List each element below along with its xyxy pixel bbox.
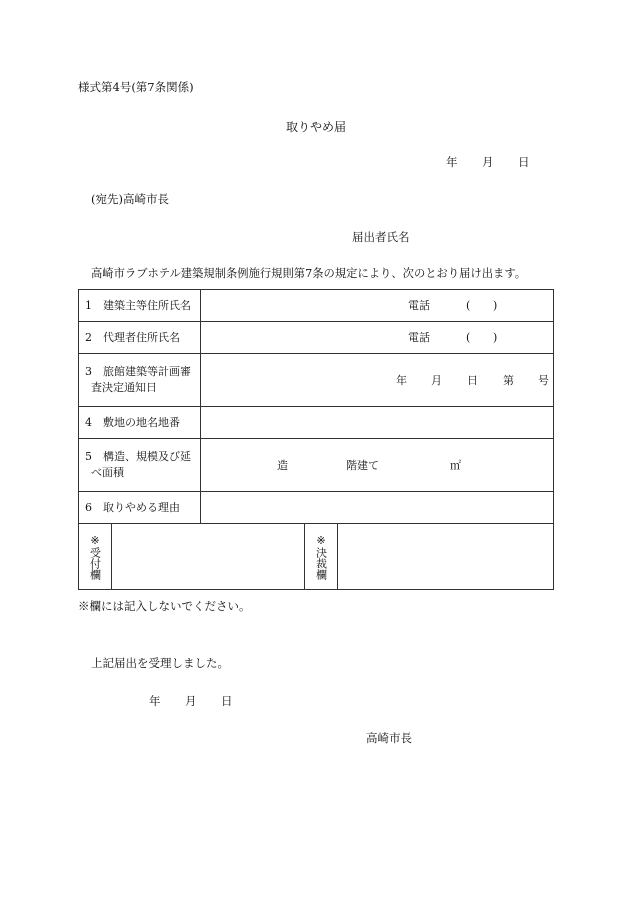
table-row — [79, 290, 554, 322]
receipt-year: 年 — [149, 694, 161, 708]
table-row — [79, 439, 554, 492]
paren-open: ( — [466, 299, 471, 312]
table-row — [79, 322, 554, 354]
application-table — [78, 289, 554, 590]
receipt-day: 日 — [221, 694, 233, 708]
row-label: 1 建築主等住所氏名 — [79, 290, 201, 322]
table-row — [79, 407, 554, 439]
decision-month: 月 — [431, 374, 442, 387]
paren-open: ( — [466, 331, 471, 344]
structure-label: 造 — [277, 459, 288, 472]
plan-decision-date-field[interactable] — [201, 354, 554, 407]
agent-address-name-field[interactable] — [201, 322, 554, 354]
receipt-month: 月 — [185, 694, 197, 708]
floors-label: 階建て — [346, 459, 379, 472]
reception-label: ※ 受付欄 — [79, 524, 112, 590]
row-label: 2 代理者住所氏名 — [79, 322, 201, 354]
note: ※欄には記入しないでください。 — [78, 599, 251, 613]
reception-box — [112, 524, 305, 590]
owner-address-name-field[interactable] — [201, 290, 554, 322]
document-title: 取りやめ届 — [286, 120, 347, 134]
cancellation-reason-field[interactable] — [201, 492, 554, 524]
row-label: 5 構造、規模及び延 べ面積 — [79, 439, 201, 492]
site-lot-number-field[interactable] — [201, 407, 554, 439]
number-suffix: 号 — [538, 374, 549, 387]
phone-label: 電話 — [408, 299, 430, 312]
date-year: 年 — [446, 155, 458, 169]
phone-label: 電話 — [408, 331, 430, 344]
structure-scale-area-field[interactable] — [201, 439, 554, 492]
form-number: 様式第4号(第7条関係) — [78, 80, 194, 94]
paren-close: ) — [493, 331, 498, 344]
paren-close: ) — [493, 299, 498, 312]
date-month: 月 — [482, 155, 494, 169]
area-unit: ㎡ — [450, 459, 461, 472]
date-day: 日 — [518, 155, 530, 169]
receipt-statement: 上記届出を受理しました。 — [91, 656, 229, 670]
decision-year: 年 — [396, 374, 407, 387]
table-row — [79, 354, 554, 407]
applicant-name-label: 届出者氏名 — [352, 230, 410, 244]
statement: 高崎市ラブホテル建築規制条例施行規則第7条の規定により、次のとおり届け出ます。 — [91, 267, 527, 280]
decision-box — [338, 524, 554, 590]
table-row — [79, 492, 554, 524]
decision-day: 日 — [467, 374, 478, 387]
row-label: 4 敷地の地名地番 — [79, 407, 201, 439]
decision-label: ※ 決裁欄 — [305, 524, 338, 590]
row-label: 3 旅館建築等計画審 査決定通知日 — [79, 354, 201, 407]
addressee: (宛先)高崎市長 — [91, 192, 169, 206]
row-label: 6 取りやめる理由 — [79, 492, 201, 524]
mayor-signature: 高崎市長 — [366, 731, 412, 745]
table-row — [79, 524, 554, 590]
number-prefix: 第 — [503, 374, 514, 387]
